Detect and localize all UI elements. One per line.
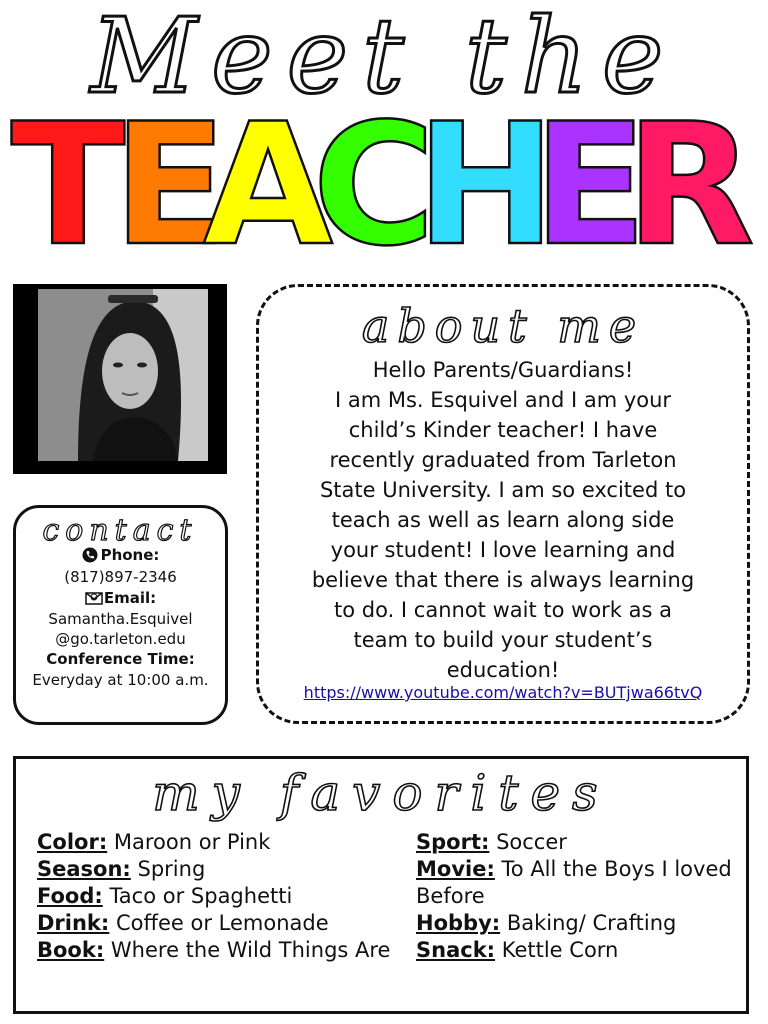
contact-heading	[13, 512, 228, 548]
favorites-right-column	[416, 829, 736, 964]
conference-time: Everyday at 10:00 a.m.	[32, 671, 209, 689]
favorite-item	[416, 856, 736, 910]
about-line: State University. I am so excited to	[319, 478, 687, 502]
phone-number: (817)897-2346	[64, 568, 177, 586]
favorite-item	[37, 829, 397, 856]
favorites-heading	[13, 762, 749, 826]
about-line: your student! I love learning and	[330, 538, 676, 562]
phone-label-row	[13, 545, 228, 565]
favorite-item	[416, 937, 736, 964]
favorite-key: Book:	[37, 938, 105, 962]
teacher-letter-5: H	[415, 105, 557, 255]
teacher-letter-2: E	[112, 105, 228, 255]
favorite-item	[37, 910, 397, 937]
favorite-key: Food:	[37, 884, 103, 908]
favorite-value: Spring	[130, 857, 206, 881]
favorite-key: Hobby:	[416, 911, 501, 935]
favorite-item	[416, 829, 736, 856]
favorite-value: Where the Wild Things Are	[104, 938, 391, 962]
teacher-letter-7: R	[625, 105, 755, 255]
conference-label: Conference Time:	[46, 650, 195, 668]
about-line: Hello Parents/Guardians!	[372, 358, 634, 382]
favorite-key: Color:	[37, 830, 108, 854]
about-line: recently graduated from Tarleton	[329, 448, 677, 472]
about-me-heading-text: about me	[361, 299, 645, 353]
favorites-left-column	[37, 829, 397, 964]
teacher-letter-6: E	[532, 105, 648, 255]
about-line: I am Ms. Esquivel and I am your	[334, 388, 672, 412]
favorite-value: To All the Boys I loved Before	[416, 857, 732, 908]
favorite-item	[37, 937, 397, 964]
meet-the-text: Meet the	[90, 0, 678, 110]
email-label-row	[13, 588, 228, 608]
about-line: child’s Kinder teacher! I have	[348, 418, 658, 442]
favorites-heading-text: my favorites	[152, 764, 610, 822]
favorite-item	[37, 856, 397, 883]
teacher-letter-4: C	[312, 105, 436, 255]
email-label: Email:	[103, 589, 157, 607]
favorite-key: Season:	[37, 857, 131, 881]
favorite-item	[37, 883, 397, 910]
phone-icon	[82, 547, 98, 563]
email-icon	[85, 590, 101, 606]
about-line: teach as well as learn along side	[331, 508, 675, 532]
email-line-2: @go.tarleton.edu	[55, 630, 186, 648]
about-line: education!	[446, 658, 560, 682]
favorite-key: Sport:	[416, 830, 490, 854]
about-line: team to build your student’s	[353, 628, 653, 652]
favorite-value: Maroon or Pink	[107, 830, 271, 854]
meet-the-title	[0, 0, 768, 110]
favorite-value: Taco or Spaghetti	[102, 884, 293, 908]
about-me-text	[272, 355, 734, 685]
email-line-1: Samantha.Esquivel	[48, 610, 193, 628]
teacher-title	[0, 105, 768, 255]
favorite-key: Snack:	[416, 938, 496, 962]
about-me-heading	[256, 296, 750, 356]
youtube-link[interactable]: https://www.youtube.com/watch?v=BUTjwa66tvQ	[303, 683, 703, 702]
favorite-key: Movie:	[416, 857, 495, 881]
favorite-value: Baking/ Crafting	[500, 911, 677, 935]
phone-label: Phone:	[100, 546, 160, 564]
about-line: to do. I cannot wait to work as a	[334, 598, 672, 622]
teacher-letter-3: A	[202, 105, 334, 255]
favorite-key: Drink:	[37, 911, 110, 935]
contact-heading-text: contact	[42, 513, 198, 548]
teacher-photo	[13, 284, 227, 474]
favorite-value: Soccer	[489, 830, 567, 854]
about-line: believe that there is always learning	[311, 568, 695, 592]
favorite-value: Coffee or Lemonade	[109, 911, 329, 935]
favorite-value: Kettle Corn	[495, 938, 619, 962]
favorite-item	[416, 910, 736, 937]
teacher-letter-1: T	[10, 105, 126, 255]
photo-image	[38, 289, 208, 461]
